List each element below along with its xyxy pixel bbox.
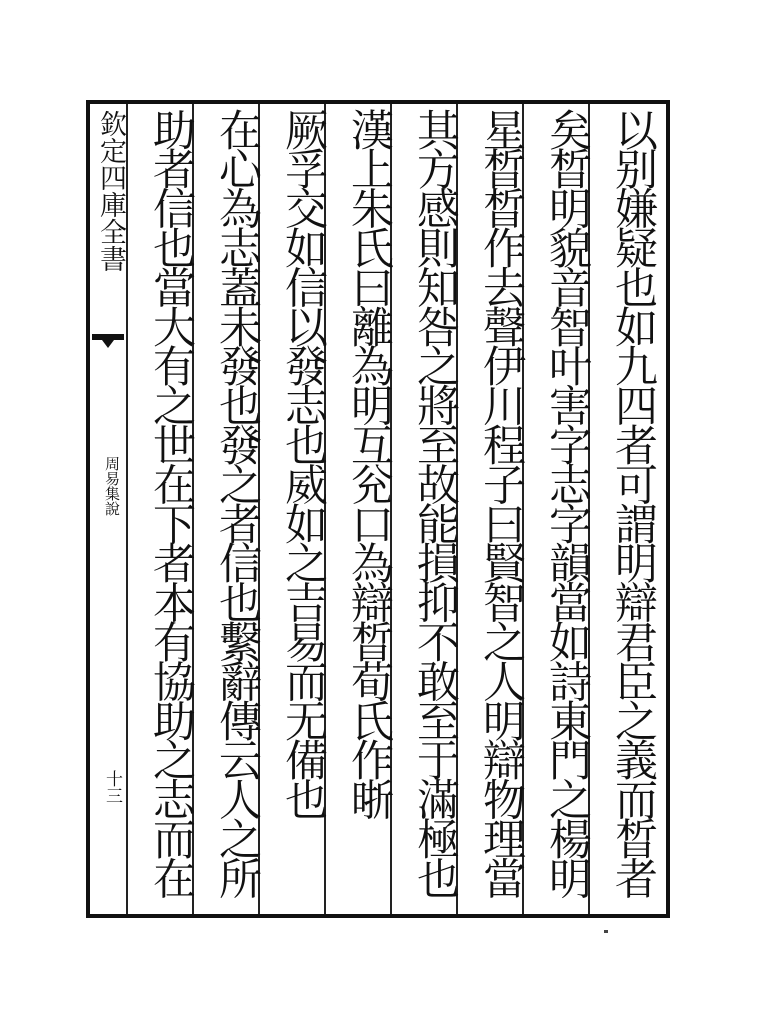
page-margin-strip — [90, 104, 126, 914]
frame-top-border — [86, 100, 670, 104]
text-column-8: 助者信也當大有之世在下者本有協助之志而在 — [146, 108, 196, 897]
book-name: 周易集說 — [103, 456, 121, 516]
text-column-1: 以别嫌疑也如九四者可謂明辯君臣之義而晳者 — [608, 108, 658, 897]
page-number: 十三 — [102, 770, 122, 804]
frame-bottom-border — [86, 914, 670, 918]
text-column-4: 其方感則知咎之將至故能損抑不敢至于滿極也 — [410, 108, 460, 897]
text-column-6: 厥孚交如信以發志也威如之吉易而无備也 — [278, 108, 328, 818]
text-column-7: 在心為志蓋未發也發之者信也繫辭傳云人之所 — [212, 108, 262, 897]
frame-right-border — [666, 100, 670, 918]
collection-title: 欽定四庫全書 — [95, 110, 126, 272]
fishtail-mark — [92, 334, 124, 348]
text-column-2: 矣晳明貌音智叶害字志字韻當如詩東門之楊明 — [542, 108, 592, 897]
column-divider — [126, 104, 128, 914]
text-column-3: 星晳晳作去聲伊川程子曰賢智之人明辯物理當 — [476, 108, 526, 897]
ink-speck — [604, 930, 608, 933]
text-column-5: 漢上朱氏曰離為明互兊口為辯晳荀氏作晣 — [344, 108, 394, 818]
